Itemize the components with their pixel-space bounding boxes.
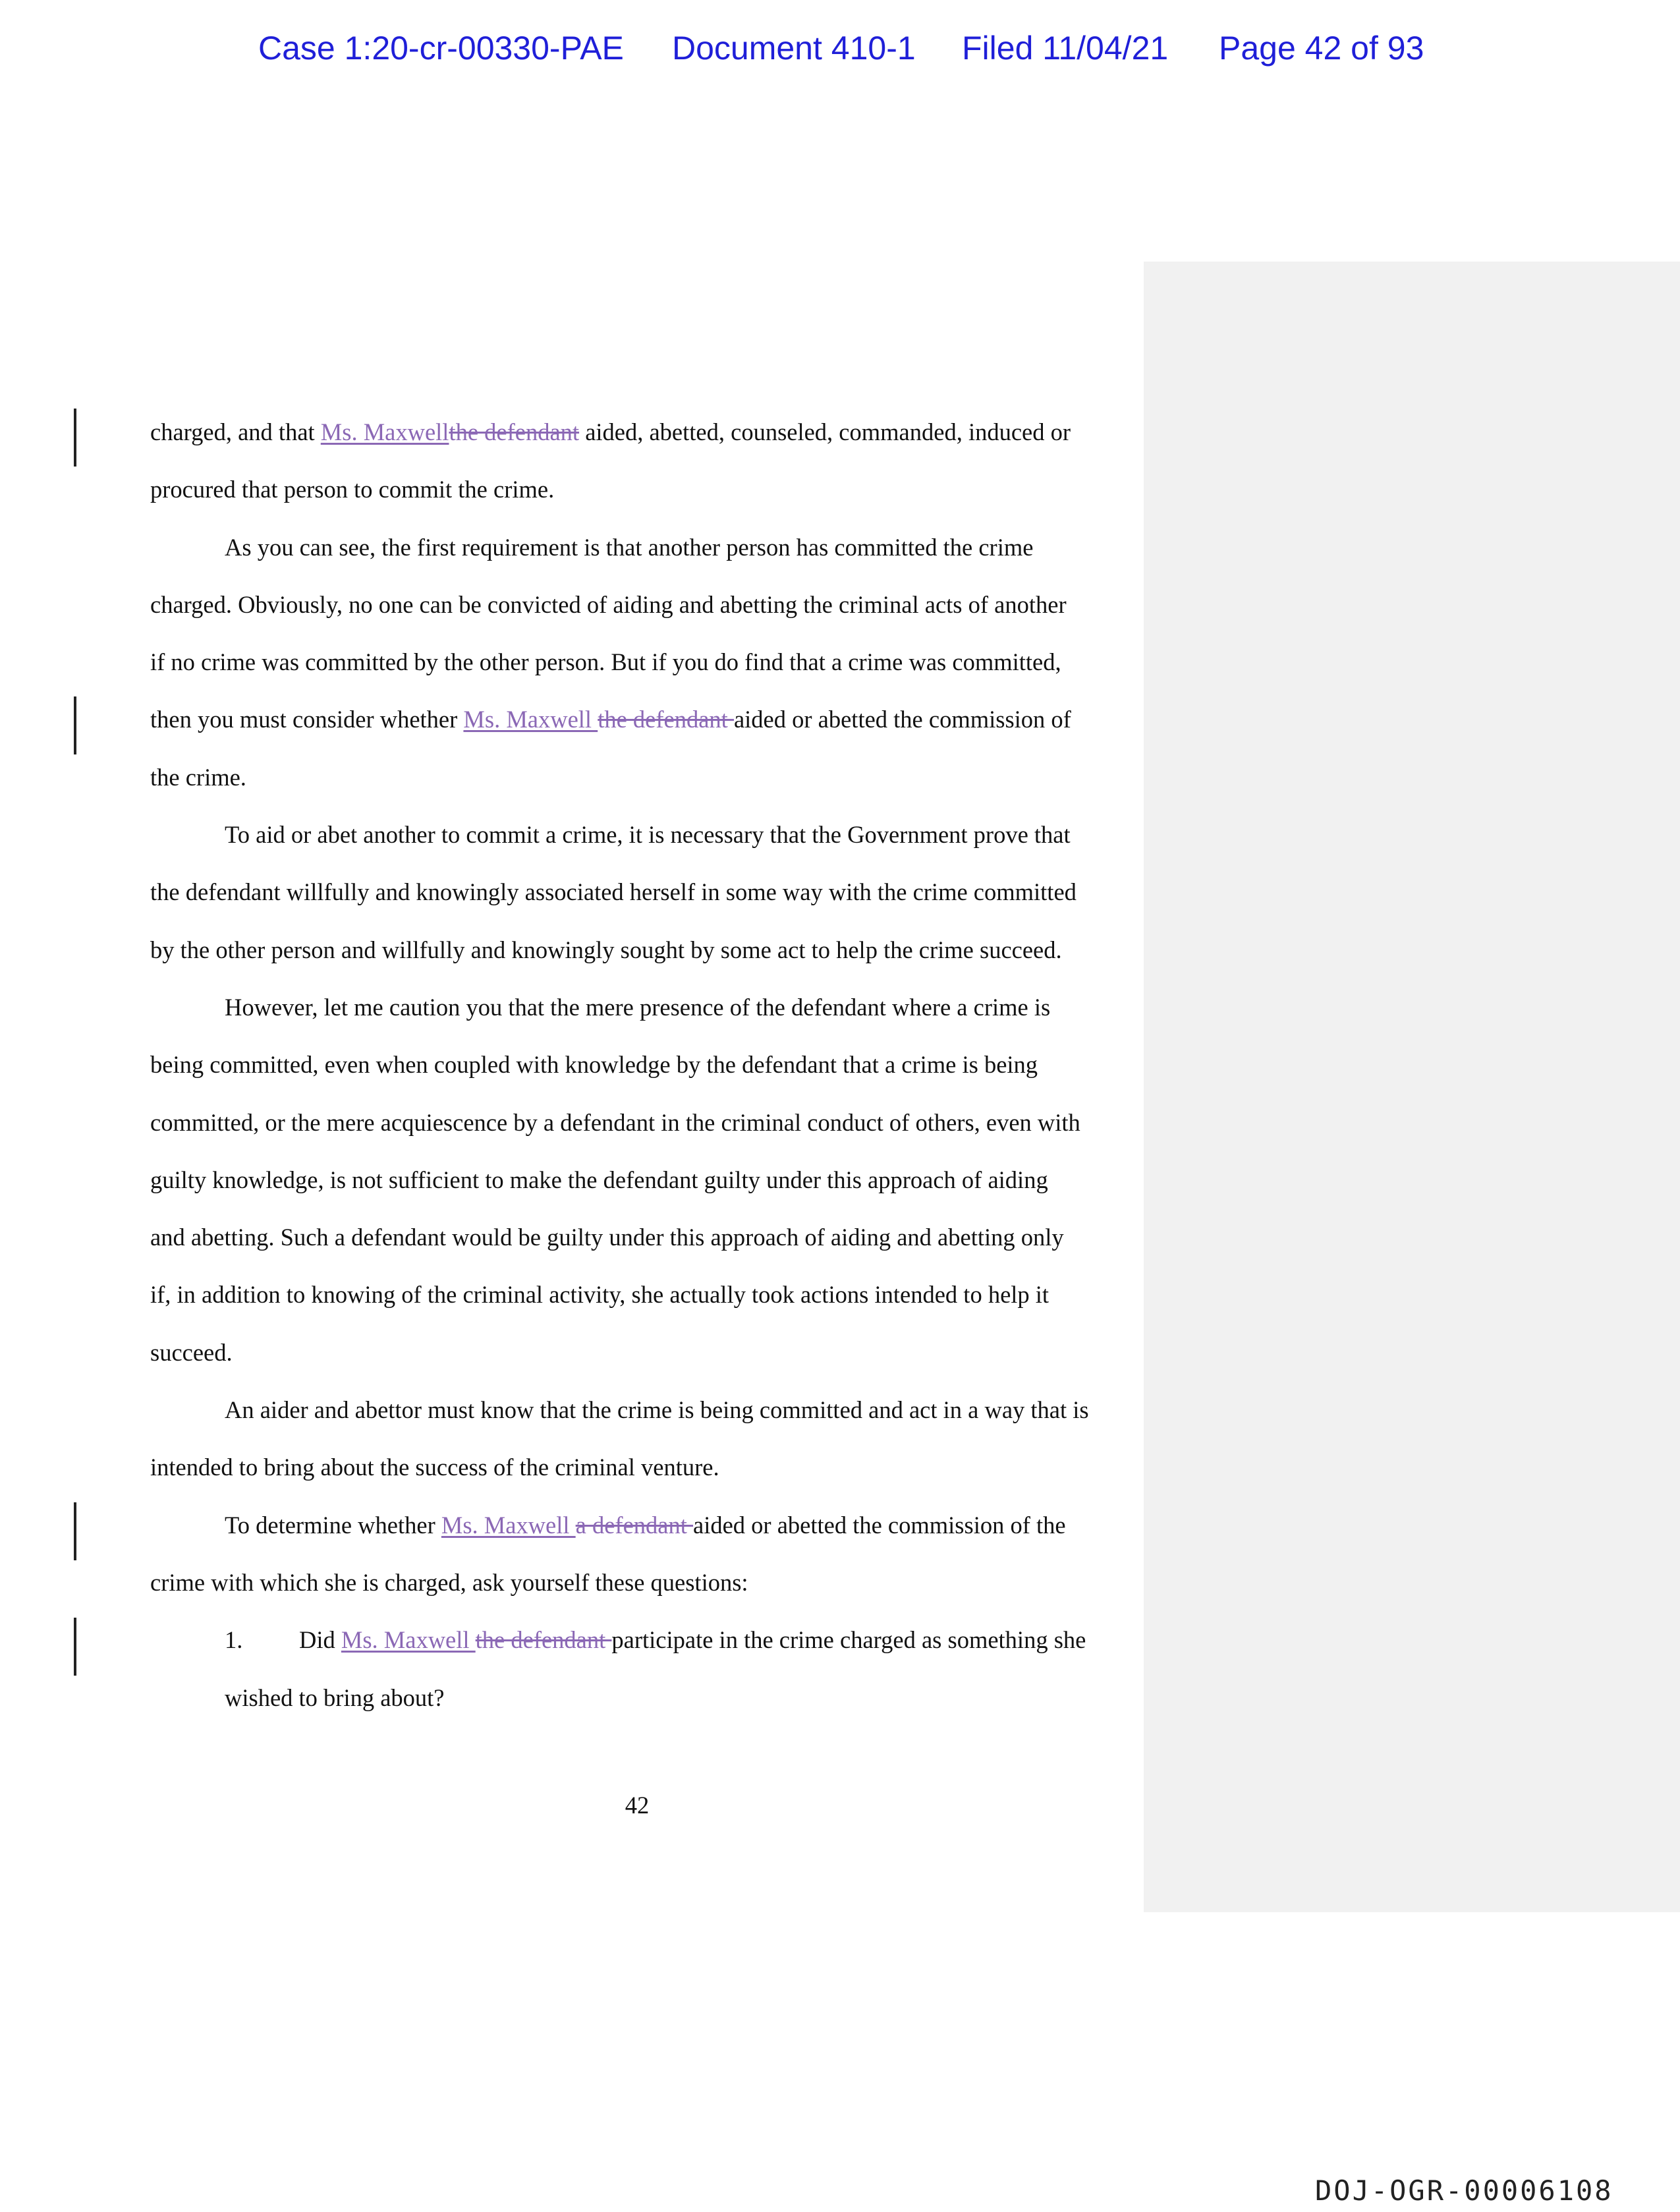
text-run: participate in the crime charged as something she	[611, 1626, 1086, 1654]
tracked-deletion: a defendant	[575, 1511, 693, 1539]
tracked-insertion: Ms. Maxwell	[441, 1511, 576, 1539]
text-run: Did	[299, 1626, 341, 1654]
text-line: and abetting. Such a defendant would be guilty under this approach of aiding and abetting only	[150, 1224, 1064, 1251]
change-bar	[74, 696, 76, 754]
document-number: Document 410-1	[672, 30, 916, 67]
text-run: charged, and that	[150, 418, 321, 445]
text-line: procured that person to commit the crime.	[150, 476, 555, 503]
text-line: if, in addition to knowing of the criminal activity, she actually took actions intended to help it	[150, 1281, 1050, 1309]
change-bar	[74, 1618, 76, 1676]
case-number: Case 1:20-cr-00330-PAE	[258, 30, 624, 67]
text-run: aided, abetted, counseled, commanded, induced or	[579, 418, 1071, 445]
text-run: aided or abetted the commission of the	[693, 1511, 1066, 1539]
text-line: An aider and abettor must know that the crime is being committed and act in a way that is	[225, 1396, 1089, 1424]
text-line: crime with which she is charged, ask yourself these questions:	[150, 1568, 748, 1596]
text-line	[150, 403, 1125, 461]
text-line: the crime.	[150, 763, 246, 791]
filed-date: Filed 11/04/21	[962, 30, 1169, 67]
tracked-deletion: the defendant	[475, 1626, 612, 1654]
ecf-header	[258, 29, 1444, 75]
change-bar	[74, 409, 76, 467]
text-line: the defendant willfully and knowingly associated herself in some way with the crime committed	[150, 878, 1077, 906]
text-line: However, let me caution you that the mere presence of the defendant where a crime is	[225, 993, 1051, 1021]
tracked-insertion: Ms. Maxwell	[320, 418, 449, 445]
comment-pane	[1144, 262, 1680, 1912]
text-line: To aid or abet another to commit a crime, it is necessary that the Government prove that	[225, 821, 1071, 849]
text-line	[150, 691, 1125, 748]
text-line: charged. Obviously, no one can be convicted of aiding and abetting the criminal acts of another	[150, 590, 1067, 618]
bates-number: DOJ-OGR-00006108	[1315, 2174, 1613, 2207]
text-line: by the other person and willfully and knowingly sought by some act to help the crime succeed.	[150, 936, 1062, 963]
text-line: intended to bring about the success of the criminal venture.	[150, 1454, 719, 1481]
page-number: 42	[625, 1792, 650, 1819]
text-line: being committed, even when coupled with knowledge by the defendant that a crime is being	[150, 1051, 1038, 1079]
text-line: wished to bring about?	[225, 1684, 445, 1711]
list-item	[150, 1611, 1125, 1668]
page-of-total: Page 42 of 93	[1219, 30, 1424, 67]
document-body	[150, 403, 1125, 1726]
text-line	[150, 1496, 1125, 1554]
text-line: succeed.	[150, 1338, 233, 1366]
text-run: then you must consider whether	[150, 706, 464, 733]
text-line: if no crime was committed by the other person. But if you do find that a crime was committed,	[150, 648, 1061, 676]
text-run: To determine whether	[225, 1511, 441, 1539]
text-run: aided or abetted the commission of	[733, 706, 1071, 733]
text-line: As you can see, the first requirement is that another person has committed the crime	[225, 533, 1034, 561]
change-bar	[74, 1502, 76, 1560]
tracked-deletion: the defendant	[598, 706, 734, 733]
text-line: committed, or the mere acquiescence by a defendant in the criminal conduct of others, even with	[150, 1108, 1080, 1136]
tracked-deletion: the defendant	[449, 418, 580, 445]
list-number: 1.	[225, 1626, 243, 1654]
tracked-insertion: Ms. Maxwell	[341, 1626, 476, 1654]
text-line: guilty knowledge, is not sufficient to make the defendant guilty under this approach of aiding	[150, 1166, 1048, 1193]
tracked-insertion: Ms. Maxwell	[463, 706, 598, 733]
